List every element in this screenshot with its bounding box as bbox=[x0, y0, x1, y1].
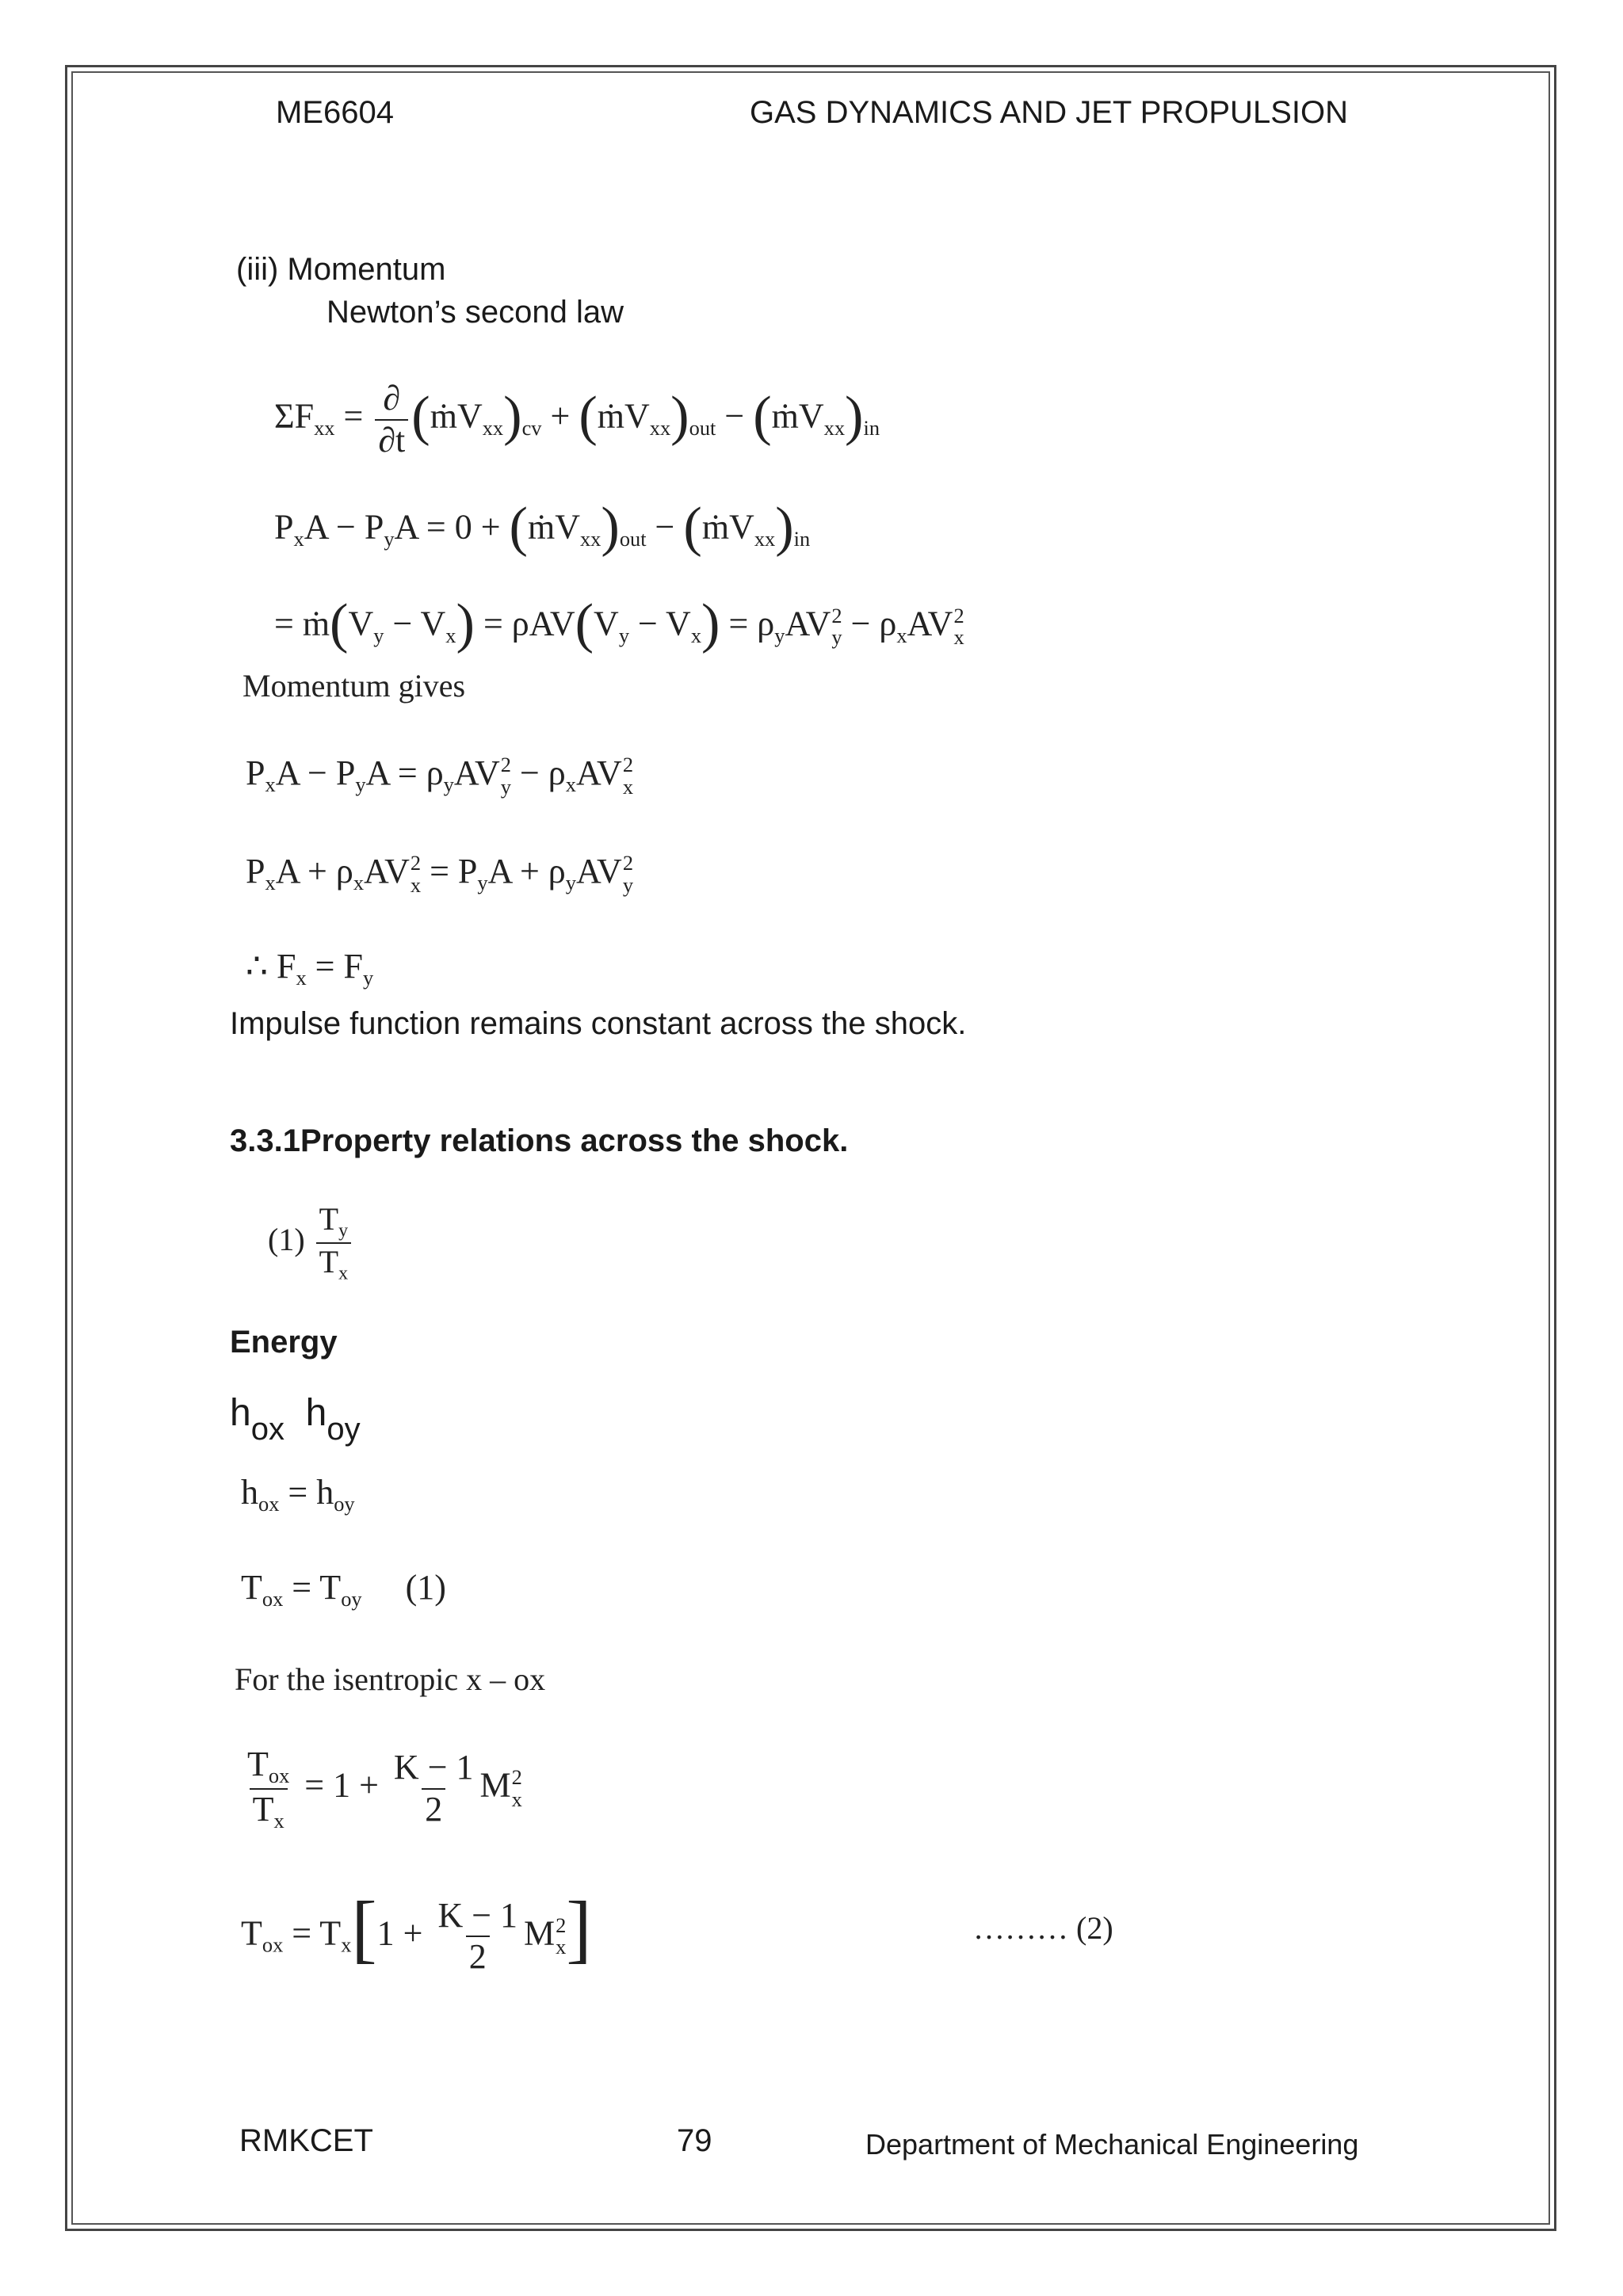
equation-enthalpy-equal: $h_{ox} = h_{oy}$ bbox=[241, 1473, 355, 1516]
impulse-statement: Impulse function remains constant across the shock. bbox=[230, 1006, 967, 1041]
momentum-gives-text: Momentum gives bbox=[242, 668, 466, 704]
equation-momentum-result: $P_xA - P_yA = \rho_yAV$ 2 y − $\rho_xAV$ 2 x bbox=[246, 753, 634, 799]
equation-temperature-equal: $T_{ox} = T_{oy}$ (1) bbox=[241, 1568, 446, 1611]
footer-department: Department of Mechanical Engineering bbox=[865, 2128, 1359, 2161]
energy-heading: Energy bbox=[230, 1325, 338, 1360]
momentum-heading: (iii) Momentum bbox=[236, 252, 446, 287]
isentropic-text: For the isentropic x – ox bbox=[235, 1661, 546, 1697]
newton-subheading: Newton’s second law bbox=[327, 295, 624, 330]
equation-force-balance: $\Sigma F_{xx}$ = $\frac{\partial}{\partial t}$ $(ṁV_{xx})_{cv}$ + $(ṁV_{xx})_{out}$ − $(ṁV_{xx})_{in}$ bbox=[274, 379, 880, 460]
page-number: 79 bbox=[677, 2123, 712, 2158]
equation-2-label: ……… (2) bbox=[973, 1910, 1113, 1946]
temperature-ratio: (1) $\frac{T_y}{T_x}$ bbox=[268, 1201, 354, 1285]
equation-stagnation-temperature: $T_{ox} = T_x[1$ + $\frac{K - 1}{2}$ M 2 x ] bbox=[241, 1886, 592, 1977]
stagnation-enthalpy-symbols: $h_{ox}$ $h_{oy}$ bbox=[230, 1392, 361, 1447]
course-title: GAS DYNAMICS AND JET PROPULSION bbox=[750, 95, 1348, 130]
property-relations-heading: 3.3.1Property relations across the shock. bbox=[230, 1123, 849, 1158]
equation-pressure-balance: $P_xA - P_yA = 0$ + $(ṁV_{xx})_{out}$ − $(ṁV_{xx})_{in}$ bbox=[274, 496, 811, 558]
course-code: ME6604 bbox=[276, 95, 394, 130]
equation-impulse-rearranged: $P_xA + \rho_xAV$ 2 x = $P_yA + \rho_yAV$ 2 y bbox=[246, 851, 634, 897]
equation-impulse-equal: ∴ $F_x = F_y$ bbox=[246, 947, 374, 990]
equation-momentum-flux: = $ṁ(V_y - V_x) = \rho AV(V_y - V_x) = \rho_yAV$ 2 y − $\rho_xAV$ 2 x bbox=[274, 593, 964, 654]
footer-institute: RMKCET bbox=[239, 2123, 373, 2158]
equation-isentropic-ratio: $\frac{T_{ox}}{T_x}$ = 1 + $\frac{K - 1}{2}$ M 2 x bbox=[247, 1745, 522, 1833]
